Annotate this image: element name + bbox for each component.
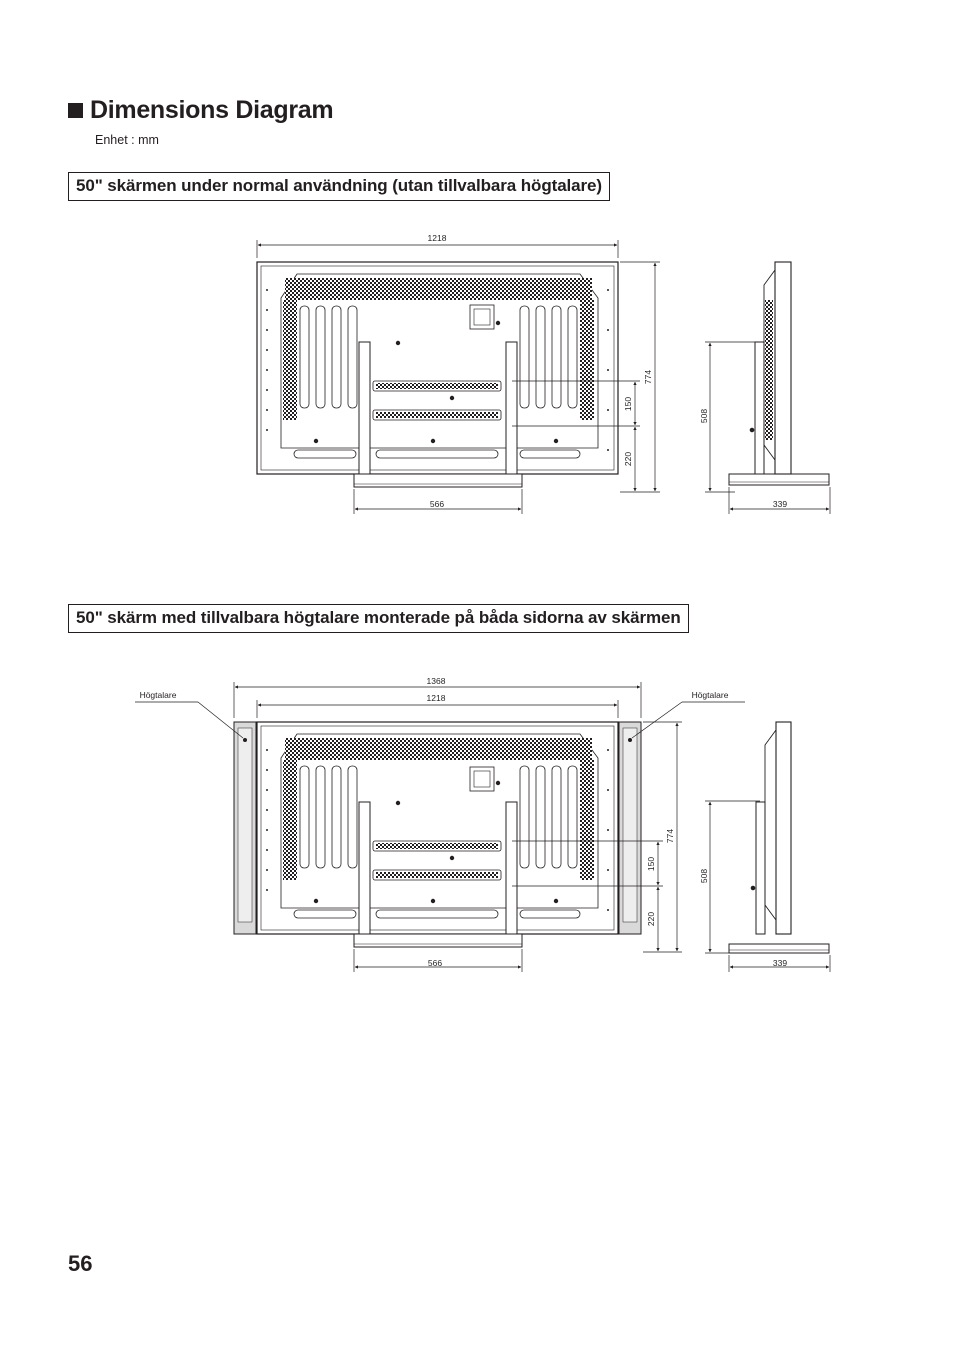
tv-side-view-2 [729,722,829,953]
dim-depth-label-2: 339 [772,958,788,968]
page-number: 56 [68,1251,93,1276]
dim-depth-label: 339 [772,499,788,509]
speaker-right-label: Högtalare [691,690,729,700]
section-heading-2: 50" skärm med tillvalbara högtalare monterade på båda sidorna av skärmen [68,604,689,633]
side-dimension-lines-2 [705,801,830,972]
dim-220-label: 220 [623,451,633,467]
dimensions-diagram-standard [0,220,954,520]
dimensions-diagram-with-speakers [0,670,954,980]
dim-150-label-2: 150 [646,856,656,872]
dim-220-label-2: 220 [646,911,656,927]
dim-side-height-label: 508 [699,408,709,424]
dim-total-width-label: 1368 [426,676,446,686]
dim-150-label: 150 [623,396,633,412]
dim-width-label: 1218 [427,233,447,243]
tv-rear-view [257,262,618,487]
page-title [68,96,333,125]
dim-side-height-label-2: 508 [699,868,709,884]
dim-stand-width-label: 566 [429,499,445,509]
dim-height-label: 774 [643,369,653,385]
bullet-square-icon [68,103,83,118]
section-heading-1: 50" skärmen under normal användning (utan tillvalbara högtalare) [68,172,610,201]
tv-rear-view-2 [257,722,618,947]
unit-label: Enhet : mm [95,133,159,147]
page-title-text: Dimensions Diagram [90,96,334,124]
dim-stand-width-label-2: 566 [427,958,443,968]
speaker-left-label: Högtalare [139,690,177,700]
dim-width-label-2: 1218 [426,693,446,703]
tv-side-view [729,262,829,485]
dim-height-label-2: 774 [665,828,675,844]
